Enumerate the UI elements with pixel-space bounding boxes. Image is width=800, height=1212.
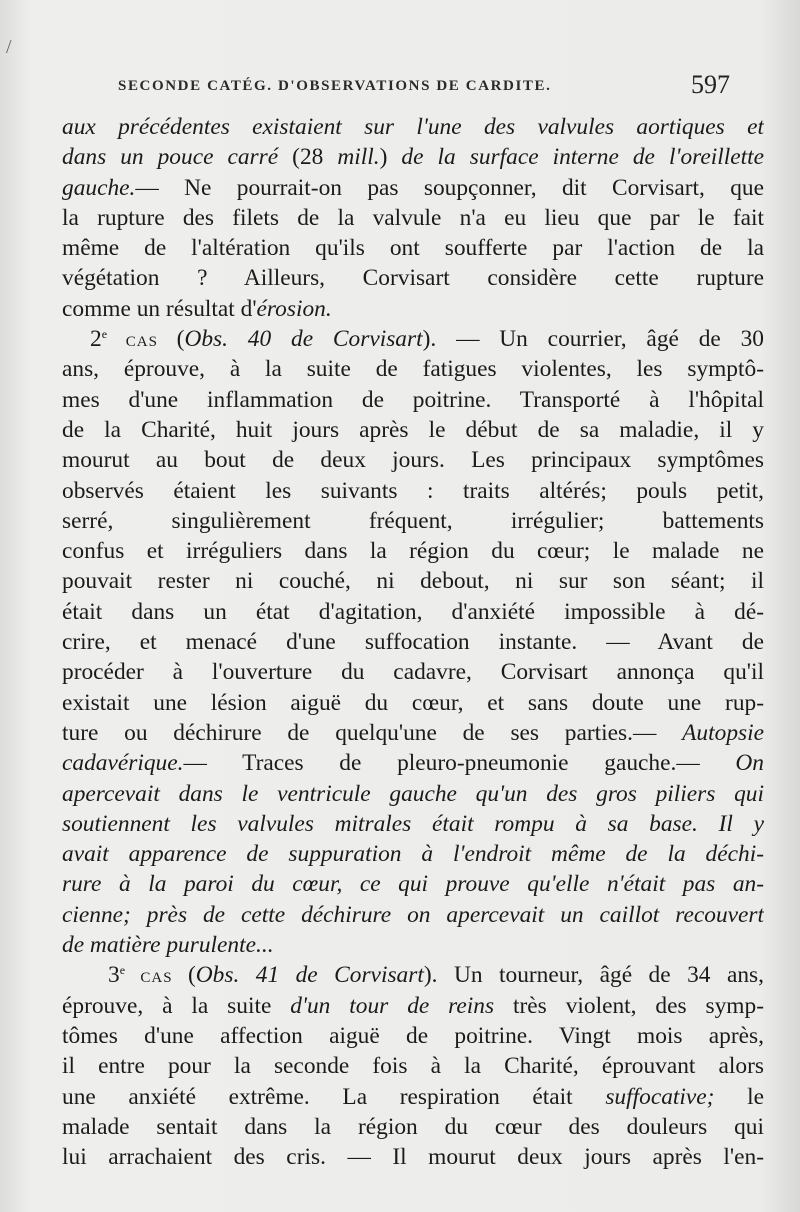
text-run: ( <box>176 326 185 353</box>
text-line <box>62 445 764 475</box>
text-run: mes d'une inflammation de poitrine. Transporté à l'hôpital <box>62 386 764 413</box>
small-caps-text: CAS <box>107 334 177 351</box>
italic-text: d'un tour de reins <box>290 992 495 1019</box>
italic-text: Obs. 40 de Corvisart <box>184 326 423 353</box>
text-line <box>62 688 764 718</box>
italic-text: aux précédentes existaient sur l'une des valvules aortiques et <box>62 114 764 140</box>
text-run: la rupture des filets de la valvule n'a eu lieu que par le fait <box>62 204 764 231</box>
text-line <box>62 415 764 445</box>
text-run: il entre pour la seconde fois à la Charité, éprouvant alors <box>62 1053 764 1080</box>
text-line <box>62 991 764 1021</box>
text-run: pouvait rester ni couché, ni debout, ni sur son séant; il <box>62 568 764 595</box>
page-number: 597 <box>691 70 730 99</box>
text-line <box>62 597 764 627</box>
text-run: serré, singulièrement fréquent, irrégulier; battements <box>62 507 764 534</box>
text-line <box>62 900 764 930</box>
text-line <box>62 1082 764 1112</box>
text-run: procéder à l'ouverture du cadavre, Corvisart annonça qu'il <box>62 659 764 686</box>
text-run: existait une lésion aiguë du cœur, et sans doute une rup- <box>62 689 764 716</box>
text-line <box>62 748 764 778</box>
margin-mark: / <box>6 36 12 58</box>
italic-text: Obs. 41 de Corvisart <box>195 962 424 989</box>
italic-text: apercevait dans le ventricule gauche qu'un des gros piliers qui <box>62 780 764 807</box>
text-run: ). — Un courrier, âgé de 30 <box>422 326 764 353</box>
text-run: crire, et menacé d'une suffocation instante. — Avant de <box>62 629 764 656</box>
text-line <box>62 233 764 263</box>
italic-text: de la surface interne de l'oreillette <box>401 144 764 171</box>
text-line <box>62 476 764 506</box>
text-run: 3 <box>108 962 120 989</box>
text-line <box>62 839 764 869</box>
italic-text: de matière purulente... <box>62 932 274 959</box>
text-run: ans, éprouve, à la suite de fatigues violentes, les symptô- <box>62 356 764 383</box>
text-run: comme un résultat d' <box>62 295 257 322</box>
text-line <box>62 203 764 233</box>
text-run: végétation ? Ailleurs, Corvisart considère cette rupture <box>62 265 764 292</box>
text-run: e <box>119 963 126 978</box>
text-run: — Traces de pleuro-pneumonie gauche.— <box>183 750 736 777</box>
italic-text: mill. <box>337 144 380 171</box>
text-run: ( <box>187 962 196 989</box>
page-header <box>118 70 730 110</box>
text-line <box>62 324 764 354</box>
small-caps-text: CAS <box>125 970 188 987</box>
text-line <box>62 627 764 657</box>
italic-text: cadavérique. <box>62 750 184 777</box>
text-run: même de l'altération qu'ils ont soufferte par l'action de la <box>62 235 764 262</box>
italic-text: érosion. <box>256 295 332 322</box>
text-run: le <box>714 1083 764 1110</box>
text-line <box>62 385 764 415</box>
text-line <box>62 1021 764 1051</box>
italic-text: avait apparence de suppuration à l'endroit même de la déchi- <box>62 841 764 868</box>
text-run: mourut au bout de deux jours. Les principaux symptômes <box>62 447 764 474</box>
text-run: était dans un état d'agitation, d'anxiété impossible à dé- <box>62 598 764 625</box>
text-run: éprouve, à la suite <box>62 992 291 1019</box>
body-text <box>62 112 764 1172</box>
text-line <box>62 960 764 990</box>
text-run: e <box>101 327 108 342</box>
text-line <box>62 718 764 748</box>
text-run: — Ne pourrait-on pas soupçonner, dit Corvisart, que <box>135 174 764 201</box>
text-run: ture ou déchirure de quelqu'une de ses parties.— <box>62 719 683 746</box>
running-head: SECONDE CATÉG. D'OBSERVATIONS DE CARDITE. <box>118 78 552 94</box>
italic-text: dans un pouce carré <box>62 144 293 171</box>
italic-text: On <box>735 750 764 777</box>
text-run: malade sentait dans la région du cœur des douleurs qui <box>62 1113 764 1140</box>
text-line <box>62 354 764 384</box>
italic-text: Autopsie <box>682 719 764 746</box>
italic-text: cienne; près de cette déchirure on apercevait un caillot recouvert <box>62 901 764 928</box>
text-run: ). Un tourneur, âgé de 34 ans, <box>423 962 764 989</box>
italic-text: gauche. <box>62 174 136 201</box>
text-line <box>62 142 764 172</box>
italic-text: soutiennent les valvules mitrales était rompu à sa base. Il y <box>62 810 764 837</box>
text-line <box>62 1112 764 1142</box>
text-line <box>62 869 764 899</box>
text-run: 2 <box>90 326 102 353</box>
text-line <box>62 566 764 596</box>
text-line <box>62 173 764 203</box>
text-run: une anxiété extrême. La respiration était <box>62 1083 606 1110</box>
text-line <box>62 930 764 960</box>
text-line <box>62 657 764 687</box>
text-run: de la Charité, huit jours après le début de sa maladie, il y <box>62 416 764 443</box>
text-line <box>62 1051 764 1081</box>
text-run: (28 <box>292 144 338 171</box>
text-run: tômes d'une affection aiguë de poitrine. Vingt mois après, <box>62 1022 764 1049</box>
text-line <box>62 506 764 536</box>
text-run: confus et irréguliers dans la région du cœur; le malade ne <box>62 538 764 565</box>
text-run: ) <box>379 144 402 171</box>
text-line <box>62 294 764 324</box>
text-run: très violent, des symp- <box>494 992 764 1019</box>
text-line <box>62 536 764 566</box>
text-line <box>62 779 764 809</box>
italic-text: rure à la paroi du cœur, ce qui prouve qu'elle n'était pas an- <box>62 871 764 898</box>
text-line <box>62 1142 764 1172</box>
italic-text: suffocative; <box>605 1083 715 1110</box>
text-line <box>62 809 764 839</box>
text-run: observés étaient les suivants : traits altérés; pouls petit, <box>62 477 764 504</box>
text-run: lui arrachaient des cris. — Il mourut deux jours après l'en- <box>62 1144 764 1171</box>
text-line <box>62 263 764 293</box>
text-line <box>62 112 764 142</box>
